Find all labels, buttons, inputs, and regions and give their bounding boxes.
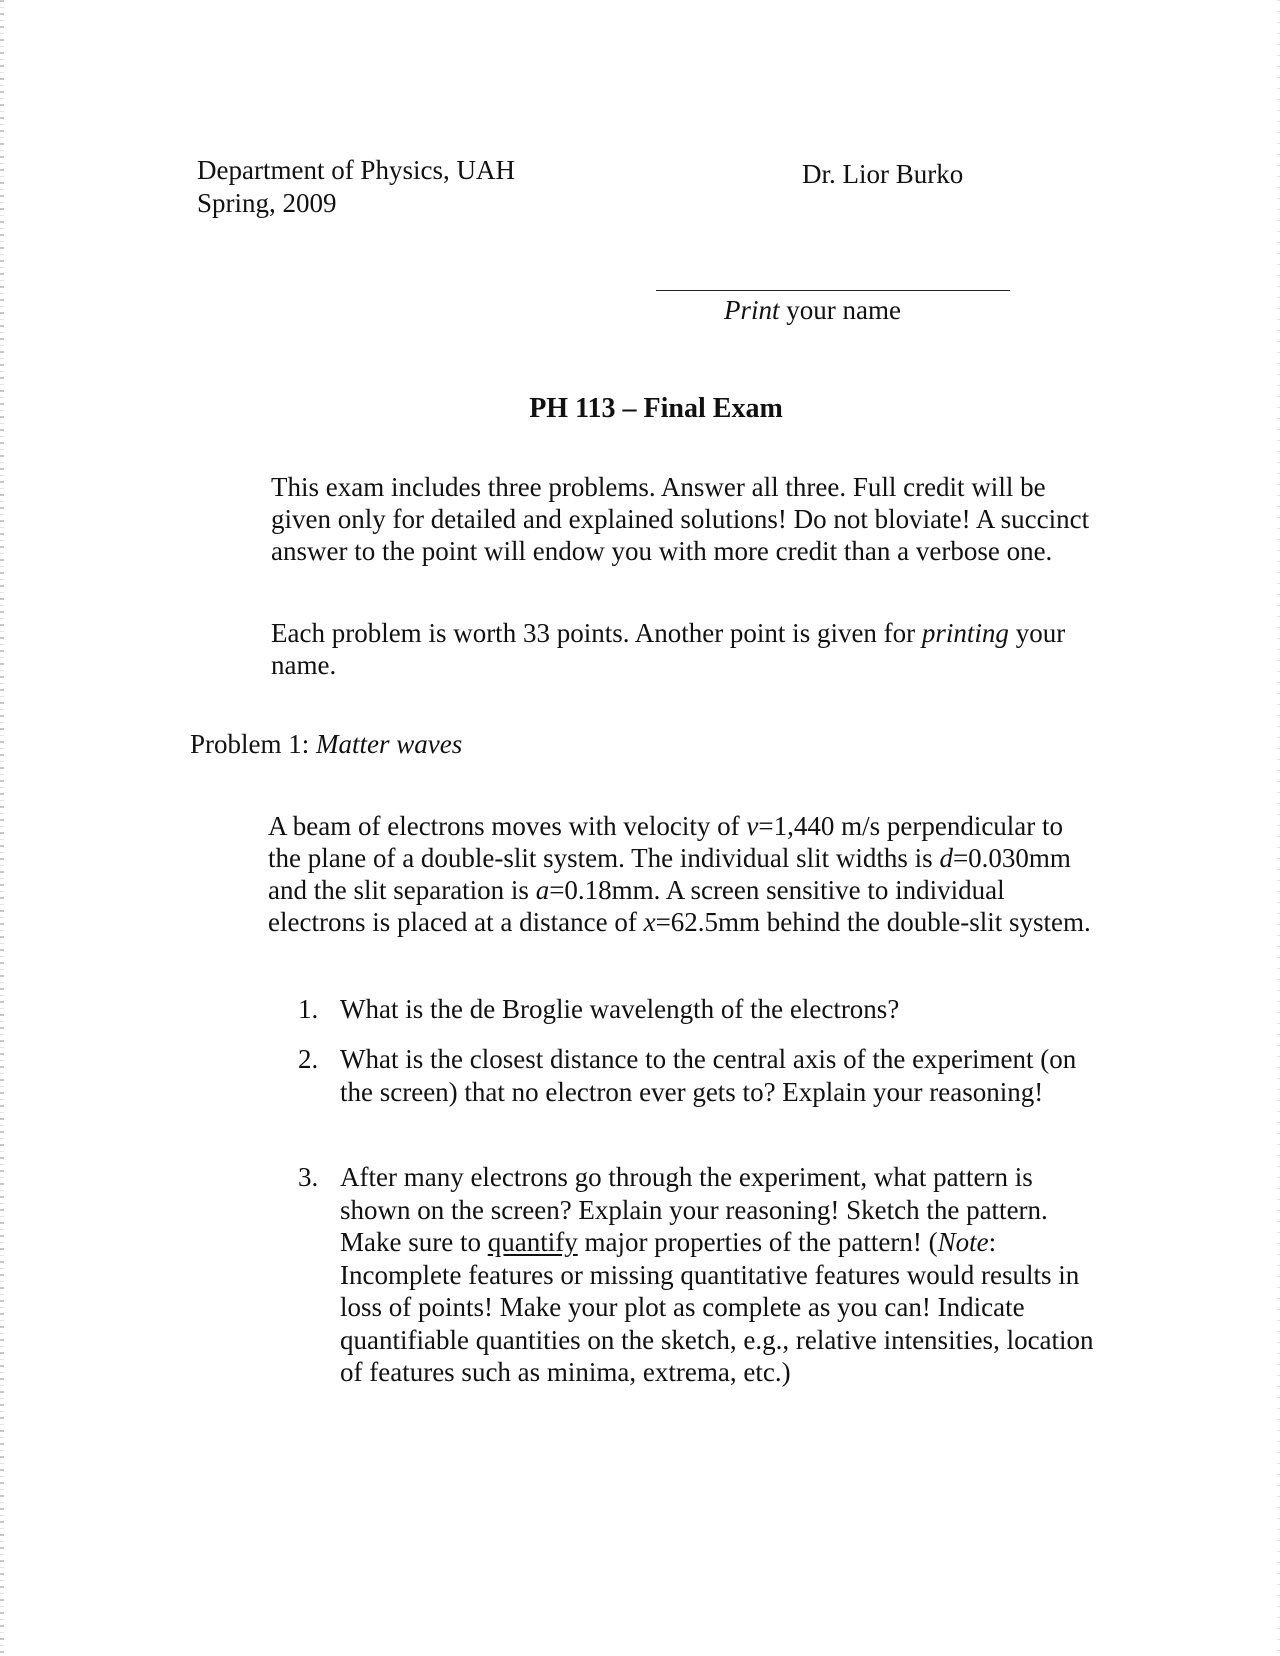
points-paragraph [271, 617, 1101, 681]
question-text: What is the closest distance to the central axis of the experiment (on the screen) that no electron ever gets to? Explain your reasoning! [340, 1044, 1077, 1107]
q3-text-1: After many electrons go through the experiment, what pattern is shown on the screen? Explain your reasoning! Sketch the pattern. Make sure to [340, 1162, 1048, 1257]
question-3 [298, 1161, 1110, 1389]
problem-topic: Matter waves [316, 729, 463, 759]
q3-text-3: : Incomplete features or missing quantitative features would results in loss of points! Make your plot as complete as you can! Indicate quantifiable quantities on the sketch, e.g., relative intensities, location of features such as minima, extrema, etc.) [340, 1227, 1094, 1387]
scan-edge-left [0, 0, 4, 1656]
points-text-italic: printing [921, 618, 1009, 648]
separation-var: a [535, 875, 550, 905]
name-field-label-italic: Print [724, 295, 780, 325]
distance-var: x [643, 907, 656, 937]
desc-text-3: =0.030mm and the slit separation is [268, 843, 1071, 905]
instructor-label: Dr. Lior Burko [802, 159, 964, 189]
exam-title-row [0, 392, 1280, 426]
name-field-label-rest: your name [779, 295, 901, 325]
department-label: Department of Physics, UAH [197, 155, 515, 185]
question-text: What is the de Broglie wavelength of the electrons? [340, 994, 900, 1024]
question-1 [298, 993, 1110, 1026]
desc-text-2: =1,440 m/s perpendicular to the plane of a double-slit system. The individual slit widths is [268, 811, 1064, 873]
points-text-a: Each problem is worth 33 points. Another point is given for [271, 618, 922, 648]
instructions-paragraph: This exam includes three problems. Answer all three. Full credit will be given only for detailed and explained solutions! Do not bloviate! A succinct answer to the point will endow you with more credit than a verbose one. [271, 472, 1090, 566]
question-number: 2. [298, 1044, 319, 1074]
q3-underlined-word: quantify [487, 1227, 578, 1257]
desc-text-1: A beam of electrons moves with velocity of [268, 811, 747, 841]
desc-text-5: =62.5mm behind the double-slit system. [655, 907, 1091, 937]
q3-text-2: major properties of the pattern! ( [577, 1227, 938, 1257]
question-text [340, 1161, 1110, 1389]
name-field-label [724, 294, 901, 326]
desc-text-4: =0.18mm. A screen sensitive to individual electrons is placed at a distance of [268, 875, 1005, 937]
q3-note-label: Note [937, 1227, 989, 1257]
velocity-var: v [746, 811, 759, 841]
question-2 [298, 1043, 1110, 1108]
problem-label: Problem 1: [190, 729, 316, 759]
width-var: d [939, 843, 953, 873]
points-text-b: your name. [271, 618, 1066, 680]
problem-description [268, 810, 1098, 938]
name-blank-line[interactable] [656, 290, 1010, 291]
problem-heading [190, 728, 462, 760]
question-number: 1. [298, 994, 319, 1024]
exam-title: PH 113 – Final Exam [529, 393, 783, 424]
question-number: 3. [298, 1162, 319, 1192]
term-label: Spring, 2009 [197, 188, 337, 218]
